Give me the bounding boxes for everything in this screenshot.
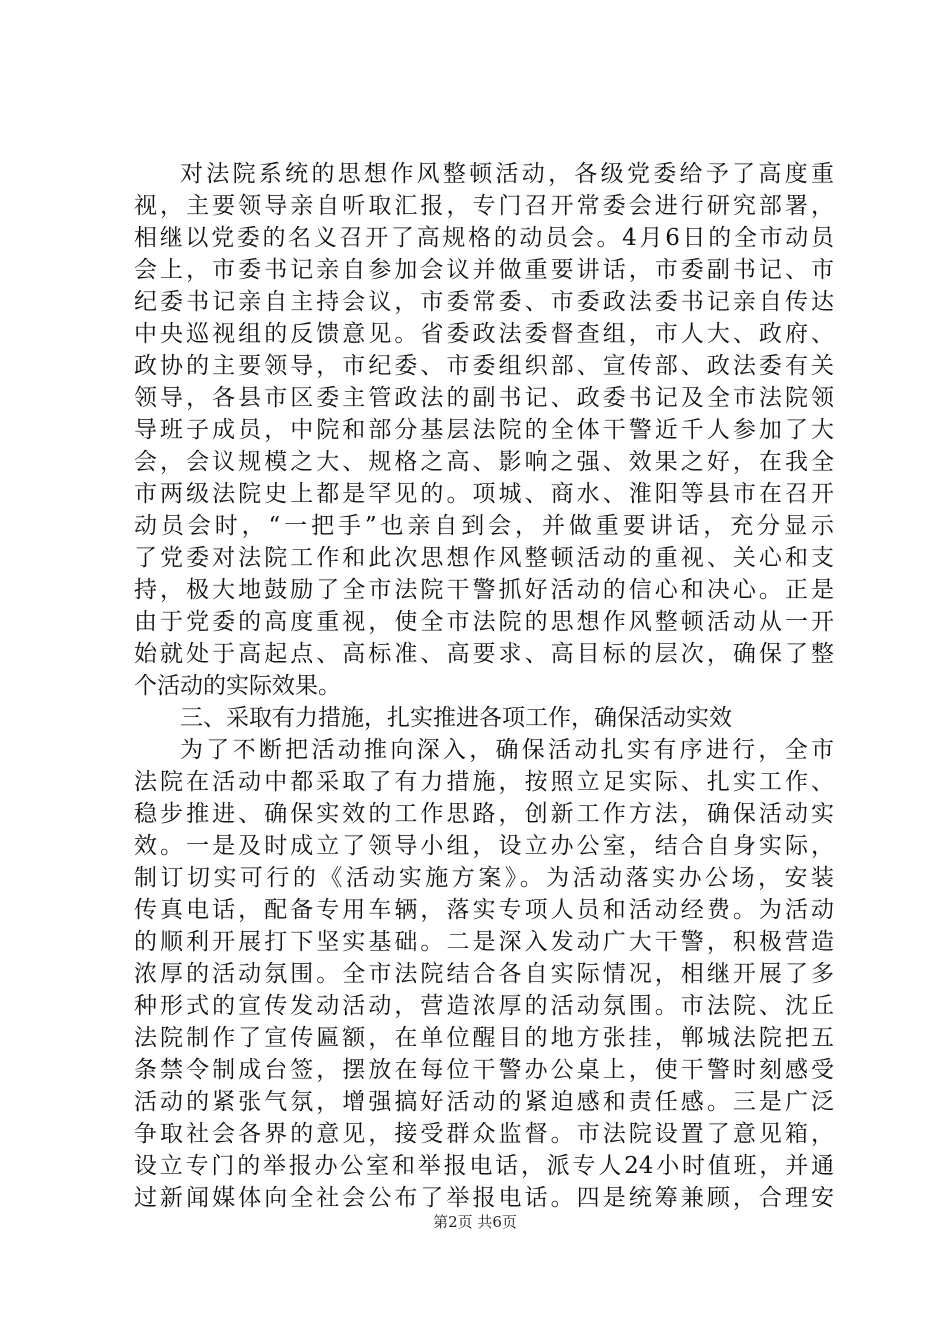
text-line: 导班子成员，中院和部分基层法院的全体干警近千人参加了大 [134, 417, 834, 443]
text-line: 的顺利开展打下坚实基础。二是深入发动广大干警，积极营造 [134, 929, 834, 955]
text-line: 制订切实可行的《活动实施方案》。为活动落实办公场，安装 [134, 865, 834, 891]
text-line: 会上，市委书记亲自参加会议并做重要讲话，市委副书记、市 [134, 257, 834, 283]
text-line: 稳步推进、确保实效的工作思路，创新工作方法，确保活动实 [134, 801, 834, 827]
text-line: 视，主要领导亲自听取汇报，专门召开常委会进行研究部署， [134, 193, 834, 219]
text-line: 相继以党委的名义召开了高规格的动员会。4月6日的全市动员 [134, 225, 834, 251]
text-line: 为了不断把活动推向深入，确保活动扎实有序进行，全市 [180, 737, 834, 763]
text-line: 活动的紧张气氛，增强搞好活动的紧迫感和责任感。三是广泛 [134, 1089, 834, 1115]
text-line: 了党委对法院工作和此次思想作风整顿活动的重视、关心和支 [134, 545, 834, 571]
text-line: 纪委书记亲自主持会议，市委常委、市委政法委书记亲自传达 [134, 289, 834, 315]
text-line: 浓厚的活动氛围。全市法院结合各自实际情况，相继开展了多 [134, 961, 834, 987]
text-line: 条禁令制成台签，摆放在每位干警办公桌上，使干警时刻感受 [134, 1057, 834, 1083]
text-line: 三、采取有力措施，扎实推进各项工作，确保活动实效 [180, 705, 732, 731]
text-line: 政协的主要领导，市纪委、市委组织部、宣传部、政法委有关 [134, 353, 834, 379]
text-line: 法院在活动中都采取了有力措施，按照立足实际、扎实工作、 [134, 769, 834, 795]
text-line: 传真电话，配备专用车辆，落实专项人员和活动经费。为活动 [134, 897, 834, 923]
text-line: 种形式的宣传发动活动，营造浓厚的活动氛围。市法院、沈丘 [134, 993, 834, 1019]
text-line: 市两级法院史上都是罕见的。项城、商水、淮阳等县市在召开 [134, 481, 834, 507]
text-line: 争取社会各界的意见，接受群众监督。市法院设置了意见箱， [134, 1121, 834, 1147]
text-line: 过新闻媒体向全社会公布了举报电话。四是统筹兼顾，合理安 [134, 1185, 834, 1211]
text-line: 动员会时，“一把手”也亲自到会，并做重要讲话，充分显示 [134, 513, 834, 539]
text-line: 个活动的实际效果。 [134, 673, 341, 699]
text-line: 领导，各县市区委主管政法的副书记、政委书记及全市法院领 [134, 385, 834, 411]
text-line: 效。一是及时成立了领导小组，设立办公室，结合自身实际， [134, 833, 834, 859]
text-line: 会，会议规模之大、规格之高、影响之强、效果之好，在我全 [134, 449, 834, 475]
text-line: 由于党委的高度重视，使全市法院的思想作风整顿活动从一开 [134, 609, 834, 635]
text-line: 法院制作了宣传匾额，在单位醒目的地方张挂，郸城法院把五 [134, 1025, 834, 1051]
text-line: 始就处于高起点、高标准、高要求、高目标的层次，确保了整 [134, 641, 834, 667]
text-line: 设立专门的举报办公室和举报电话，派专人24小时值班，并通 [134, 1153, 834, 1179]
text-line: 对法院系统的思想作风整顿活动，各级党委给予了高度重 [180, 161, 834, 187]
text-line: 持，极大地鼓励了全市法院干警抓好活动的信心和决心。正是 [134, 577, 834, 603]
page-footer: 第2页 共6页 [433, 1213, 517, 1231]
body-text [134, 158, 834, 1214]
text-line: 中央巡视组的反馈意见。省委政法委督查组，市人大、政府、 [134, 321, 834, 347]
